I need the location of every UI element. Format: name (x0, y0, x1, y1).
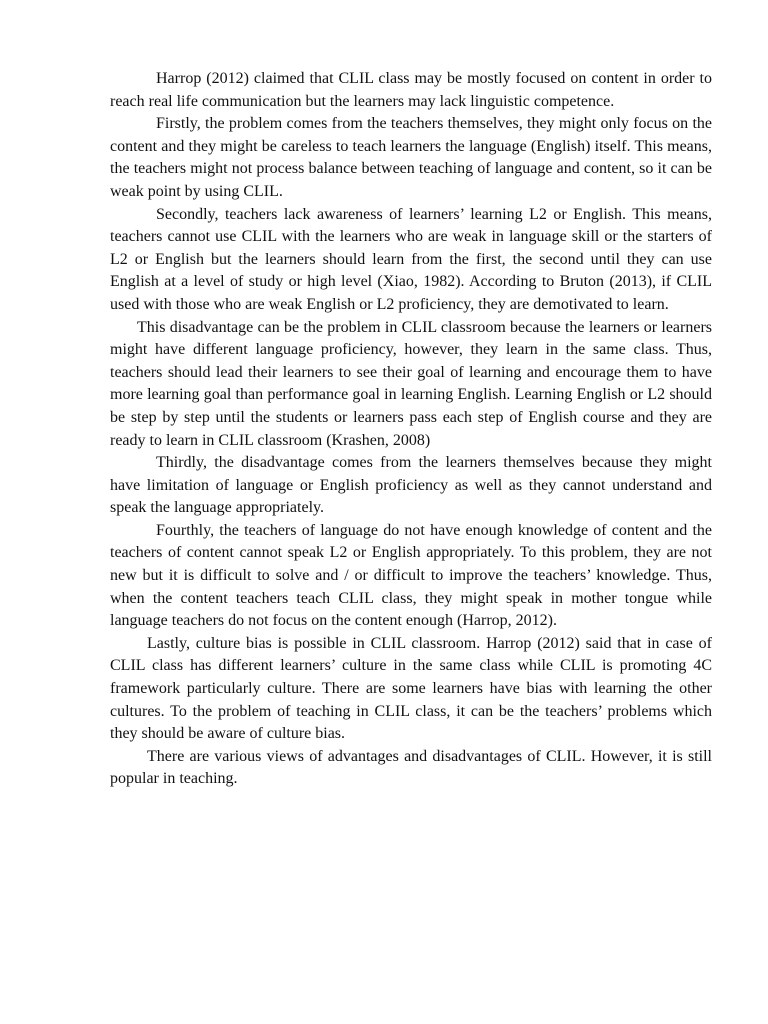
paragraph-firstly: Firstly, the problem comes from the teachers themselves, they might only focus on the content and they might be careless to teach learners the language (English) itself. This means, the teachers might not process balance between teaching of language and content, so it can be weak point by using CLIL. (110, 115, 712, 200)
paragraph-fourthly: Fourthly, the teachers of language do not have enough knowledge of content and the teachers of content cannot speak L2 or English appropriately. To this problem, they are not new but it is difficult to solve and / or difficult to improve the teachers’ knowledge. Thus, when the content teachers teach CLIL class, they might speak in mother tongue while language teachers do not focus on the content enough (Harrop, 2012). (110, 521, 712, 630)
paragraph-harrop-claim: Harrop (2012) claimed that CLIL class may be mostly focused on content in order to reach real life communication but the learners may lack linguistic competence. (110, 70, 712, 110)
paragraph-secondly: Secondly, teachers lack awareness of learners’ learning L2 or English. This means, teachers cannot use CLIL with the learners who are weak in language skill or the starters of L2 or English but the learners should learn from the first, the second until they can use English at a level of study or high level (Xiao, 1982). According to Bruton (2013), if CLIL used with those who are weak English or L2 proficiency, they are demotivated to learn. (110, 205, 712, 313)
paragraph-lastly: Lastly, culture bias is possible in CLIL classroom. Harrop (2012) said that in case of CLIL class has different learners’ culture in the same class while CLIL is promoting 4C framework particularly culture. There are some learners have bias with learning the other cultures. To the problem of teaching in CLIL class, it can be the teachers’ problems which they should be aware of culture bias. (110, 634, 712, 743)
paragraph-this-disadvantage: This disadvantage can be the problem in CLIL classroom because the learners or learners might have different language proficiency, however, they learn in the same class. Thus, teachers should lead their learners to see their goal of learning and encourage them to have more learning goal than performance goal in learning English. Learning English or L2 should be step by step until the students or learners pass each step of English course and they are ready to learn in CLIL classroom (Krashen, 2008) (110, 318, 712, 449)
paragraph-thirdly: Thirdly, the disadvantage comes from the learners themselves because they might have limitation of language or English proficiency as well as they cannot understand and speak the language appropriately. (110, 454, 712, 517)
document-page (110, 68, 712, 791)
paragraph-conclusion: There are various views of advantages and disadvantages of CLIL. However, it is still popular in teaching. (110, 747, 712, 788)
